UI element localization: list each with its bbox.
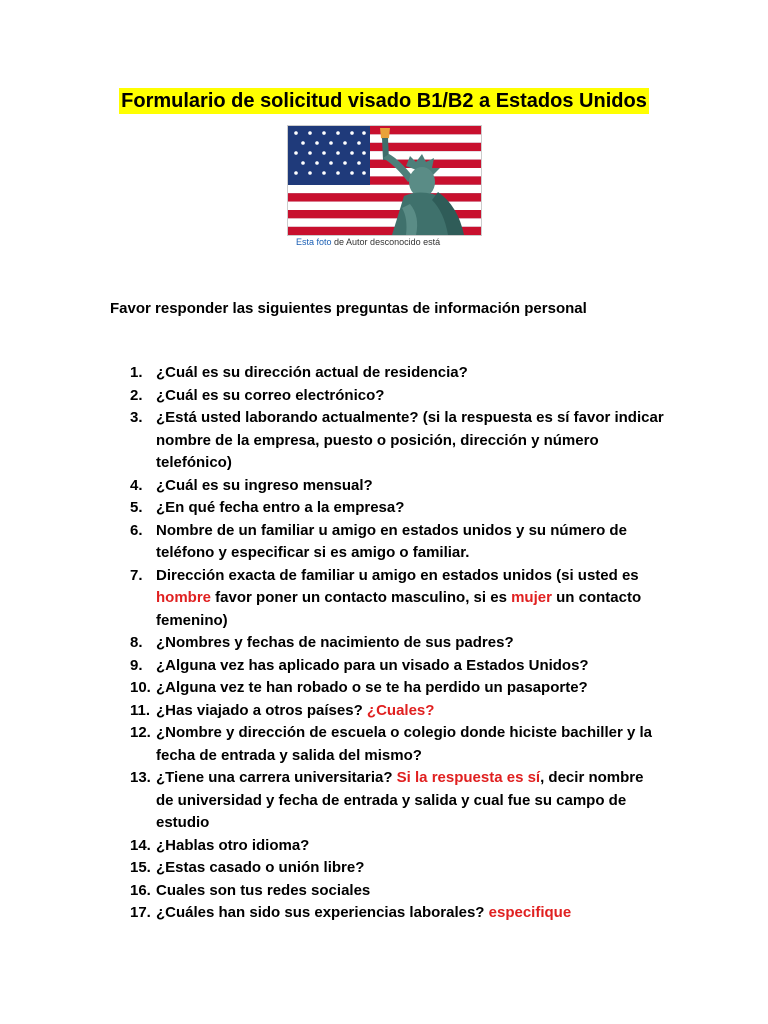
question-item (130, 767, 665, 835)
question-text (156, 497, 665, 520)
question-emphasis: especifique (488, 904, 572, 921)
question-emphasis: ¿Cuales? (366, 701, 435, 719)
question-item (130, 632, 665, 655)
question-number: 14. (130, 836, 151, 854)
flag-statue-photo (287, 125, 482, 236)
question-text (156, 565, 665, 633)
question-item (130, 722, 665, 767)
question-text-part: ¿Estas casado o unión libre? (156, 859, 365, 876)
question-text-part: Nombre de un familiar u amigo en estados unidos y su número de teléfono y especificar si es amigo o familiar. (156, 521, 627, 561)
question-text (156, 700, 665, 723)
question-number: 1. (130, 364, 143, 381)
question-number: 9. (130, 656, 143, 674)
question-text-part: Cuales son tus redes sociales (156, 881, 371, 899)
question-text (156, 632, 665, 655)
photo-caption-link[interactable]: Esta foto (296, 237, 332, 245)
question-number: 10. (130, 679, 151, 696)
question-text (156, 385, 665, 408)
question-text-part: ¿Hablas otro idioma? (156, 836, 310, 854)
question-text (156, 655, 665, 678)
flag-canton (288, 126, 370, 185)
question-number: 12. (130, 724, 151, 741)
question-number: 13. (130, 769, 151, 786)
title-wrapper (0, 88, 768, 114)
question-text-part: ¿Nombres y fechas de nacimiento de sus padres? (156, 634, 514, 651)
photo-caption-text: de Autor desconocido está (331, 237, 441, 245)
photo-caption (296, 236, 486, 245)
question-number: 6. (130, 521, 143, 539)
question-text (156, 407, 665, 475)
question-item (130, 835, 665, 858)
question-text-part: ¿Cuál es su ingreso mensual? (156, 476, 373, 494)
questions-list (130, 362, 665, 925)
question-text-part: ¿En qué fecha entro a la empresa? (156, 499, 405, 516)
question-item (130, 880, 665, 903)
question-number: 11. (130, 701, 151, 719)
question-text (156, 880, 665, 903)
question-item (130, 497, 665, 520)
question-number: 4. (130, 476, 143, 494)
question-text-part: ¿Cuál es su dirección actual de residencia? (156, 364, 468, 381)
question-text-part: ¿Cuál es su correo electrónico? (156, 386, 385, 404)
question-emphasis: mujer (511, 589, 552, 606)
question-emphasis: Si la respuesta es sí (396, 769, 541, 786)
question-number: 15. (130, 859, 151, 876)
flag-statue-image (288, 126, 481, 235)
question-text-part: ¿Alguna vez te han robado o se te ha perdido un pasaporte? (156, 679, 588, 696)
question-text (156, 902, 665, 925)
page-title: Formulario de solicitud visado B1/B2 a Estados Unidos (121, 90, 647, 112)
question-item (130, 407, 665, 475)
question-item (130, 565, 665, 633)
question-text-part: Dirección exacta de familiar u amigo en estados unidos (si usted es (156, 566, 639, 584)
question-item (130, 857, 665, 880)
question-number: 5. (130, 499, 143, 516)
question-number: 7. (130, 566, 143, 584)
question-text-part: favor poner un contacto masculino, si es (211, 589, 512, 606)
question-text (156, 767, 665, 835)
question-text-part: un contacto femenino) (156, 589, 642, 629)
question-number: 2. (130, 386, 143, 404)
question-item (130, 700, 665, 723)
question-number: 16. (130, 881, 151, 899)
question-item (130, 362, 665, 385)
question-item (130, 520, 665, 565)
question-text-part: ¿Has viajado a otros países? (156, 701, 367, 719)
question-text-part: , decir nombre de universidad y fecha de entrada y salida y cual fue su campo de estudio (156, 769, 644, 831)
question-item (130, 655, 665, 678)
question-text-part: ¿Cuáles han sido sus experiencias laborales? (156, 904, 489, 921)
question-text (156, 475, 665, 498)
question-text (156, 677, 665, 700)
question-text (156, 520, 665, 565)
question-item (130, 902, 665, 925)
question-text-part: ¿Tiene una carrera universitaria? (156, 769, 397, 786)
question-text-part: ¿Nombre y dirección de escuela o colegio donde hiciste bachiller y la fecha de entrada y salida del mismo? (156, 724, 652, 764)
question-number: 8. (130, 634, 143, 651)
question-item (130, 385, 665, 408)
intro-text: Favor responder las siguientes preguntas de información personal (110, 300, 587, 317)
question-number: 3. (130, 409, 143, 426)
question-text (156, 857, 665, 880)
question-text (156, 835, 665, 858)
question-item (130, 677, 665, 700)
question-text-part: ¿Está usted laborando actualmente? (si la respuesta es sí favor indicar nombre de la empresa, puesto o posición, dirección y número telefónico) (156, 409, 664, 471)
question-number: 17. (130, 904, 151, 921)
question-text-part: ¿Alguna vez has aplicado para un visado a Estados Unidos? (156, 656, 589, 674)
question-text (156, 362, 665, 385)
question-text (156, 722, 665, 767)
question-item (130, 475, 665, 498)
question-emphasis: hombre (156, 589, 212, 606)
